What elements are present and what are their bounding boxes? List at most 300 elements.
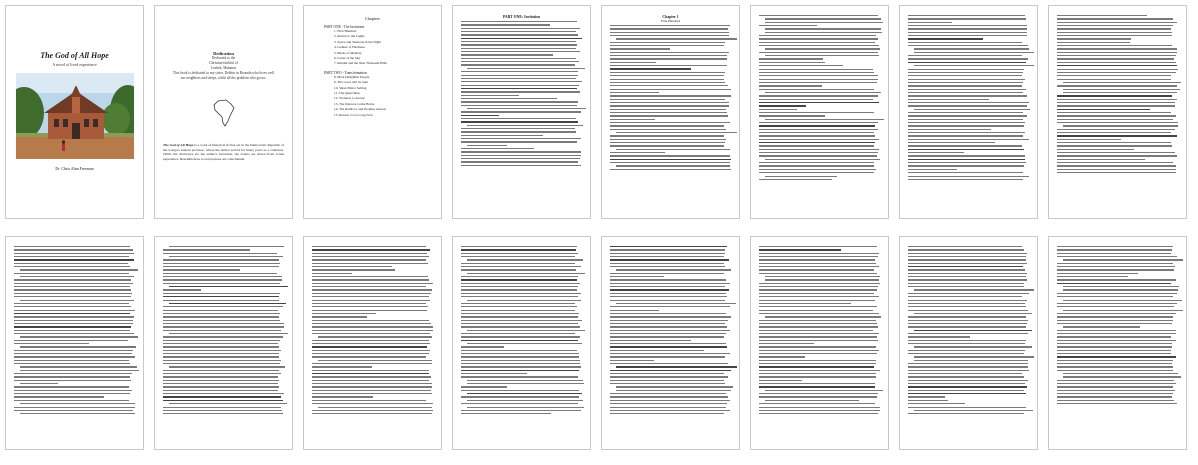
text-line [1057, 306, 1174, 307]
text-line [610, 246, 727, 247]
text-line [759, 286, 878, 287]
toc-item[interactable]: 11. The Quiet Man [334, 91, 360, 96]
text-line [908, 179, 1023, 180]
book-subtitle: A novel of lived experience [52, 62, 97, 67]
text-line [759, 62, 825, 63]
text-line [1057, 273, 1138, 274]
text-line [610, 135, 724, 136]
text-line [610, 62, 656, 63]
text-line [610, 162, 730, 163]
text-line [461, 75, 578, 76]
text-line [461, 310, 575, 311]
text-line [908, 249, 1024, 250]
text-line [14, 273, 129, 274]
text-line [14, 333, 134, 334]
body-text-block [461, 246, 582, 414]
text-line [1057, 122, 1178, 123]
text-line [461, 105, 577, 106]
text-line [461, 41, 576, 42]
text-line [759, 346, 876, 347]
text-line [765, 400, 859, 401]
text-line [759, 79, 878, 80]
text-line [461, 373, 527, 374]
text-line [1057, 172, 1176, 173]
toc-item[interactable]: 15. Reason to Go Long Now [334, 112, 373, 117]
text-line [610, 129, 726, 130]
text-line [759, 142, 875, 143]
text-line [461, 158, 580, 159]
page-cover[interactable] [5, 5, 144, 219]
text-line [312, 323, 431, 324]
text-line [312, 263, 428, 264]
text-line [610, 102, 729, 103]
text-line [163, 253, 277, 254]
text-line [1057, 343, 1172, 344]
text-line [1063, 289, 1178, 290]
text-line [759, 45, 879, 46]
text-line [908, 273, 1027, 274]
text-line [20, 276, 134, 277]
text-line [461, 101, 578, 102]
church-photo-image [16, 73, 134, 159]
text-line [765, 92, 881, 93]
page-part-one-intro[interactable] [452, 5, 591, 219]
text-line [163, 259, 279, 260]
text-line [908, 396, 945, 397]
text-line [163, 413, 283, 414]
text-line [312, 320, 429, 321]
text-line [1057, 109, 1150, 110]
toc-item[interactable]: 5. Backs of Memory [334, 50, 362, 55]
text-line [908, 279, 1027, 280]
text-line [765, 276, 880, 277]
toc-item[interactable]: 9. The Good will be Sent [334, 80, 369, 85]
text-line [610, 283, 730, 284]
toc-item[interactable]: 7. Rebuilt and the Nest Thousand Hills [334, 61, 387, 66]
text-line [461, 346, 504, 347]
text-line [610, 28, 728, 29]
text-line [461, 279, 577, 280]
text-line [312, 376, 431, 377]
page-chapter-one-start[interactable] [601, 5, 740, 219]
text-line [467, 380, 583, 381]
chapter-heading: Chapter 1 [662, 15, 679, 19]
text-line [1057, 45, 1172, 46]
text-line [14, 279, 131, 280]
text-line [14, 289, 131, 290]
text-line [163, 283, 280, 284]
text-line [1057, 42, 1130, 43]
text-line [908, 112, 1023, 113]
text-line [163, 400, 283, 401]
text-line [461, 58, 576, 59]
page-body-text[interactable] [5, 236, 144, 450]
body-text-block [908, 246, 1029, 414]
text-line [610, 89, 731, 90]
toc-item[interactable]: 2. Return to the Lights [334, 34, 365, 39]
text-line [312, 400, 426, 401]
africa-map-icon [212, 99, 236, 127]
text-line [759, 149, 879, 150]
text-line [1057, 279, 1176, 280]
toc-item[interactable]: 14. The Rainbow and Promise Answer [334, 107, 387, 112]
text-line [1057, 249, 1172, 250]
text-line [759, 25, 817, 26]
text-line [610, 79, 724, 80]
text-line [461, 413, 551, 414]
text-line [20, 366, 137, 367]
text-line [908, 129, 991, 130]
text-line [908, 253, 1027, 254]
text-line [1063, 326, 1140, 327]
text-line [759, 410, 880, 411]
text-line [759, 162, 874, 163]
text-line [14, 400, 129, 401]
page-body-text[interactable] [154, 236, 293, 450]
text-line [759, 313, 879, 314]
text-line [163, 320, 280, 321]
text-line [908, 105, 1027, 106]
text-line [759, 52, 878, 53]
text-line [610, 350, 704, 351]
page-body-text[interactable] [452, 236, 591, 450]
text-line [163, 396, 281, 397]
text-line [14, 259, 134, 260]
text-line [461, 403, 578, 404]
text-line [908, 25, 1027, 26]
text-line [312, 259, 426, 260]
text-line [908, 350, 1025, 351]
text-line [759, 115, 825, 116]
text-line [312, 293, 431, 294]
text-line [765, 18, 881, 19]
text-line [467, 145, 507, 146]
page-body-text[interactable] [750, 5, 889, 219]
page-dedication[interactable] [154, 5, 293, 219]
dedication-title: Dedication [213, 51, 234, 56]
text-line [759, 323, 877, 324]
text-line [759, 165, 874, 166]
text-line [312, 346, 427, 347]
text-line [14, 390, 132, 391]
text-line [908, 119, 1023, 120]
page-body-text[interactable] [750, 236, 889, 450]
text-line [461, 81, 582, 82]
text-line [312, 289, 432, 290]
text-line [759, 132, 874, 133]
text-line [14, 313, 130, 314]
text-line [1057, 350, 1171, 351]
text-line [1057, 330, 1176, 331]
text-line [312, 256, 429, 257]
text-line [610, 286, 725, 287]
text-line [163, 343, 278, 344]
text-line [1057, 162, 1173, 163]
text-line [163, 393, 284, 394]
text-line [461, 276, 578, 277]
text-line [312, 363, 432, 364]
text-line [914, 360, 1028, 361]
text-line [461, 396, 579, 397]
text-line [908, 326, 1026, 327]
text-line [765, 390, 883, 391]
body-text-block [759, 246, 880, 414]
text-line [1057, 293, 1177, 294]
text-line [759, 72, 874, 73]
text-line [312, 286, 426, 287]
text-line [908, 383, 1025, 384]
page-body-text[interactable] [601, 236, 740, 450]
toc-item[interactable]: 3. Space and Tensions in the Night [334, 39, 382, 44]
text-line [1057, 159, 1145, 160]
text-line [20, 413, 135, 414]
text-line [610, 75, 724, 76]
toc-item[interactable]: 8. Most Delightful People [334, 74, 370, 79]
text-line [759, 249, 841, 250]
text-line [461, 128, 575, 129]
text-line [1057, 313, 1176, 314]
text-line [163, 316, 279, 317]
text-line [610, 403, 727, 404]
toc-part-label[interactable]: PART TWO - Transformation [324, 70, 367, 75]
text-line [610, 256, 724, 257]
text-line [908, 386, 1027, 387]
text-line [461, 350, 577, 351]
text-line [610, 142, 725, 143]
text-line [610, 336, 724, 337]
text-line [908, 169, 957, 170]
text-line [759, 360, 876, 361]
page-body-text[interactable] [1048, 236, 1187, 450]
toc-item[interactable]: 4. Leather of Hardness [334, 45, 365, 50]
toc-item[interactable]: 13. The Dancers Come Home [334, 101, 375, 106]
toc-item[interactable]: 12. Violence to Ascent [334, 96, 365, 101]
text-line [1057, 263, 1173, 264]
text-line [14, 350, 133, 351]
text-line [610, 346, 727, 347]
text-line [759, 353, 877, 354]
text-line [312, 410, 433, 411]
page-body-text[interactable] [1048, 5, 1187, 219]
text-line [1063, 286, 1179, 287]
text-line [759, 269, 874, 270]
text-line [163, 380, 279, 381]
text-line [610, 42, 725, 43]
text-line [610, 92, 659, 93]
body-text-block [163, 246, 284, 414]
text-line [312, 386, 432, 387]
text-line [908, 283, 1024, 284]
text-line [461, 249, 576, 250]
text-line [759, 139, 879, 140]
text-line [14, 363, 130, 364]
text-line [759, 300, 875, 301]
text-line [759, 336, 877, 337]
text-line [610, 320, 728, 321]
text-line [461, 31, 576, 32]
text-line [20, 346, 136, 347]
text-line [14, 306, 131, 307]
text-line [759, 356, 805, 357]
text-line [1057, 256, 1177, 257]
text-line [914, 65, 1034, 66]
text-line [461, 360, 580, 361]
text-line [759, 340, 878, 341]
text-line [461, 306, 577, 307]
text-line [14, 310, 135, 311]
text-line [1057, 390, 1175, 391]
text-line [169, 246, 284, 247]
text-line [759, 122, 878, 123]
text-line [610, 35, 729, 36]
text-line [461, 303, 575, 304]
text-line [461, 155, 581, 156]
text-line [312, 403, 433, 404]
text-line [14, 407, 135, 408]
text-line [461, 390, 579, 391]
text-line [14, 253, 134, 254]
text-line [14, 340, 128, 341]
text-line [908, 152, 964, 153]
text-line [759, 366, 874, 367]
text-line [163, 373, 281, 374]
text-line [908, 75, 1022, 76]
text-line [914, 289, 1034, 290]
text-line [461, 95, 519, 96]
text-line [14, 396, 104, 397]
text-line [610, 109, 726, 110]
text-line [759, 179, 832, 180]
page-body-text[interactable] [899, 236, 1038, 450]
text-line [461, 296, 578, 297]
text-line [163, 276, 282, 277]
text-line [765, 316, 881, 317]
text-line [163, 293, 280, 294]
page-body-text[interactable] [303, 236, 442, 450]
text-line [610, 55, 727, 56]
text-line [908, 82, 1023, 83]
text-line [616, 386, 733, 387]
body-text-block [759, 15, 880, 180]
text-line [759, 289, 877, 290]
text-line [1057, 323, 1172, 324]
text-line [1057, 102, 1175, 103]
text-line [20, 383, 58, 384]
text-line [1057, 52, 1177, 53]
text-line [318, 407, 432, 408]
text-line [1057, 269, 1174, 270]
text-line [616, 38, 737, 39]
text-line [908, 132, 1025, 133]
text-line [759, 129, 878, 130]
text-line [765, 119, 884, 120]
text-line [908, 162, 1026, 163]
dedication-line: Christian faithful of [209, 61, 238, 65]
text-line [312, 340, 429, 341]
text-line [312, 313, 376, 314]
text-line [163, 279, 282, 280]
text-line [610, 353, 730, 354]
text-line [467, 68, 585, 69]
text-line [312, 353, 429, 354]
toc-item[interactable]: 1. First Hundred [334, 29, 357, 33]
text-line [461, 131, 576, 132]
text-line [1057, 400, 1174, 401]
text-line [467, 343, 582, 344]
text-line [163, 289, 201, 290]
text-line [163, 346, 279, 347]
text-line [461, 266, 581, 267]
text-line [616, 132, 737, 133]
text-line [914, 346, 1032, 347]
text-line [610, 296, 727, 297]
text-line [461, 253, 578, 254]
text-line [610, 313, 726, 314]
text-line [908, 32, 1027, 33]
text-line [908, 155, 1025, 156]
text-line [914, 48, 1029, 49]
text-line [610, 289, 729, 290]
text-line [610, 65, 727, 66]
text-line [14, 263, 128, 264]
page-contents[interactable] [303, 5, 442, 219]
text-line [908, 353, 1024, 354]
text-line [908, 320, 1028, 321]
text-line [610, 122, 730, 123]
text-line [908, 336, 970, 337]
text-line [461, 363, 580, 364]
text-line [765, 55, 879, 56]
text-line [169, 303, 286, 304]
text-line [163, 249, 250, 250]
author-note-title: The God of All Hope [163, 143, 194, 147]
text-line [908, 340, 1026, 341]
text-line [312, 350, 430, 351]
text-line [908, 92, 1023, 93]
text-line [461, 21, 577, 22]
text-line [163, 356, 279, 357]
text-line [610, 333, 726, 334]
text-line [908, 99, 989, 100]
toc-item[interactable]: 10. Shots Ethics Selling [334, 85, 367, 90]
text-line [759, 333, 879, 334]
text-line [163, 313, 280, 314]
text-line [759, 296, 879, 297]
text-line [759, 169, 876, 170]
text-line [461, 286, 578, 287]
book-title: The God of All Hope [40, 51, 109, 60]
text-line [908, 35, 1027, 36]
page-body-text[interactable] [899, 5, 1038, 219]
text-line [1057, 129, 1175, 130]
text-line [461, 88, 577, 89]
church-building-photo [16, 73, 134, 159]
text-line [914, 109, 1030, 110]
text-line [1057, 145, 1172, 146]
text-line [610, 145, 724, 146]
author-note-body: is a work of historical fiction set in the Democratic Republic of the Congo's eastern province, where the author served for many years as a volunteer. While the characters are the author's invention, the events are drawn from actual experience. Resemblances to real persons are coincidental. [163, 143, 284, 161]
text-line [908, 18, 1026, 19]
toc-part-label[interactable]: PART ONE - The Invitation [324, 25, 365, 29]
text-line [1057, 370, 1173, 371]
text-line [759, 373, 876, 374]
text-line [467, 393, 582, 394]
text-line [312, 303, 426, 304]
text-line [1057, 363, 1172, 364]
toc-item[interactable]: 6. Letter of the Sky [334, 56, 361, 61]
text-line [163, 383, 278, 384]
text-line [908, 296, 1022, 297]
